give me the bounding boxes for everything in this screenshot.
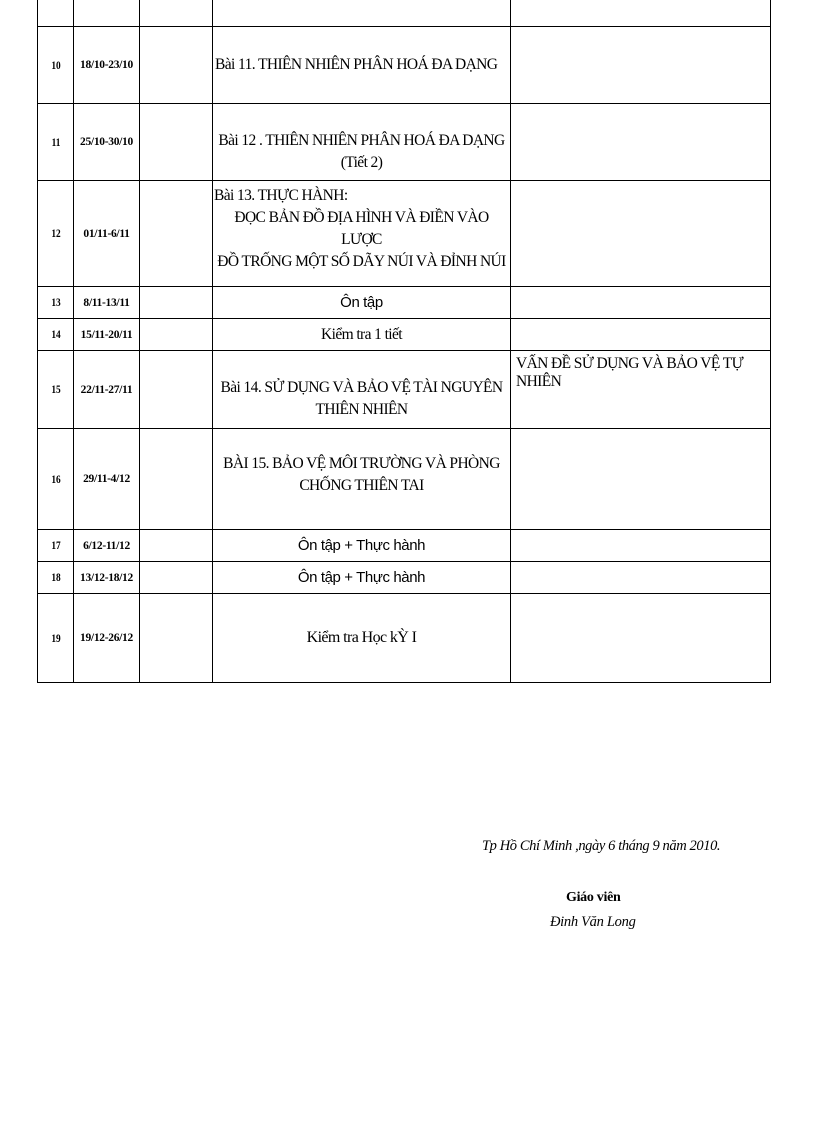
table-row <box>38 562 771 594</box>
table-row <box>38 319 771 351</box>
topic-cell <box>511 530 771 562</box>
blank-cell <box>140 181 213 287</box>
lesson-cell <box>213 0 511 27</box>
teaching-plan-table <box>37 0 771 683</box>
blank-cell <box>140 594 213 683</box>
table-row <box>38 27 771 104</box>
topic-cell <box>511 594 771 683</box>
week-dates: 13/12-18/12 <box>74 562 140 594</box>
lesson-title: Bài 13. THỰC HÀNH: ĐỌC BẢN ĐỒ ĐỊA HÌNH VÀ ĐIỀN VÀO LƯỢC ĐỒ TRỐNG MỘT SỐ DÃY NÚI VÀ ĐỈNH NÚI <box>213 181 511 287</box>
signature-place-date: Tp Hồ Chí Minh ,ngày 6 tháng 9 năm 2010. <box>482 838 721 854</box>
week-number: 18 <box>41 562 69 594</box>
topic-cell <box>511 319 771 351</box>
blank-cell <box>140 351 213 429</box>
week-dates: 19/12-26/12 <box>74 594 140 683</box>
week-dates: 8/11-13/11 <box>74 287 140 319</box>
topic-cell <box>511 287 771 319</box>
topic-cell <box>511 27 771 104</box>
week-number: 14 <box>41 319 69 351</box>
week-dates: 6/12-11/12 <box>74 530 140 562</box>
blank-cell <box>140 287 213 319</box>
topic-cell: VẤN ĐỀ SỬ DỤNG VÀ BẢO VỆ TỰ NHIÊN <box>511 351 771 429</box>
table-row <box>38 351 771 429</box>
date-cell <box>74 0 140 27</box>
week-number: 12 <box>41 181 69 287</box>
lesson-title: Ôn tập + Thực hành <box>213 530 511 562</box>
blank-cell <box>140 562 213 594</box>
lesson-title: Ôn tập <box>213 287 511 319</box>
topic-cell <box>511 562 771 594</box>
table-row <box>38 429 771 530</box>
week-number: 10 <box>41 27 69 104</box>
lesson-title: BÀI 15. BẢO VỆ MÔI TRƯỜNG VÀ PHÒNG CHỐNG THIÊN TAI <box>213 429 511 530</box>
signature-role: Giáo viên <box>566 890 621 905</box>
signature-name: Đinh Văn Long <box>550 914 636 930</box>
week-dates: 18/10-23/10 <box>74 27 140 104</box>
topic-cell <box>511 104 771 181</box>
week-dates: 15/11-20/11 <box>74 319 140 351</box>
topic-cell <box>511 429 771 530</box>
week-dates: 22/11-27/11 <box>74 351 140 429</box>
lesson-title: Kiểm tra Học kỲ I <box>213 594 511 683</box>
week-number: 11 <box>41 104 69 181</box>
blank-cell <box>140 104 213 181</box>
week-dates: 25/10-30/10 <box>74 104 140 181</box>
lesson-title: Bài 14. SỬ DỤNG VÀ BẢO VỆ TÀI NGUYÊN THIÊN NHIÊN <box>213 351 511 429</box>
blank-cell <box>140 429 213 530</box>
lesson-title: Kiểm tra 1 tiết <box>213 319 511 351</box>
week-number: 19 <box>41 594 69 683</box>
lesson-title: Bài 11. THIÊN NHIÊN PHÂN HOÁ ĐA DẠNG <box>213 27 511 104</box>
topic-cell <box>511 0 771 27</box>
week-cell <box>38 0 74 27</box>
week-number: 15 <box>41 351 69 429</box>
table-row <box>38 104 771 181</box>
week-number: 13 <box>41 287 69 319</box>
blank-cell <box>140 27 213 104</box>
table-row <box>38 594 771 683</box>
table-row <box>38 0 771 27</box>
table-row <box>38 530 771 562</box>
week-number: 16 <box>41 429 69 530</box>
blank-cell <box>140 319 213 351</box>
week-dates: 29/11-4/12 <box>74 429 140 530</box>
week-number: 17 <box>41 530 69 562</box>
topic-cell <box>511 181 771 287</box>
blank-cell <box>140 0 213 27</box>
table-row <box>38 181 771 287</box>
week-dates: 01/11-6/11 <box>74 181 140 287</box>
table-row <box>38 287 771 319</box>
lesson-title: Bài 12 . THIÊN NHIÊN PHÂN HOÁ ĐA DẠNG (Tiết 2) <box>213 104 511 181</box>
lesson-title: Ôn tập + Thực hành <box>213 562 511 594</box>
blank-cell <box>140 530 213 562</box>
